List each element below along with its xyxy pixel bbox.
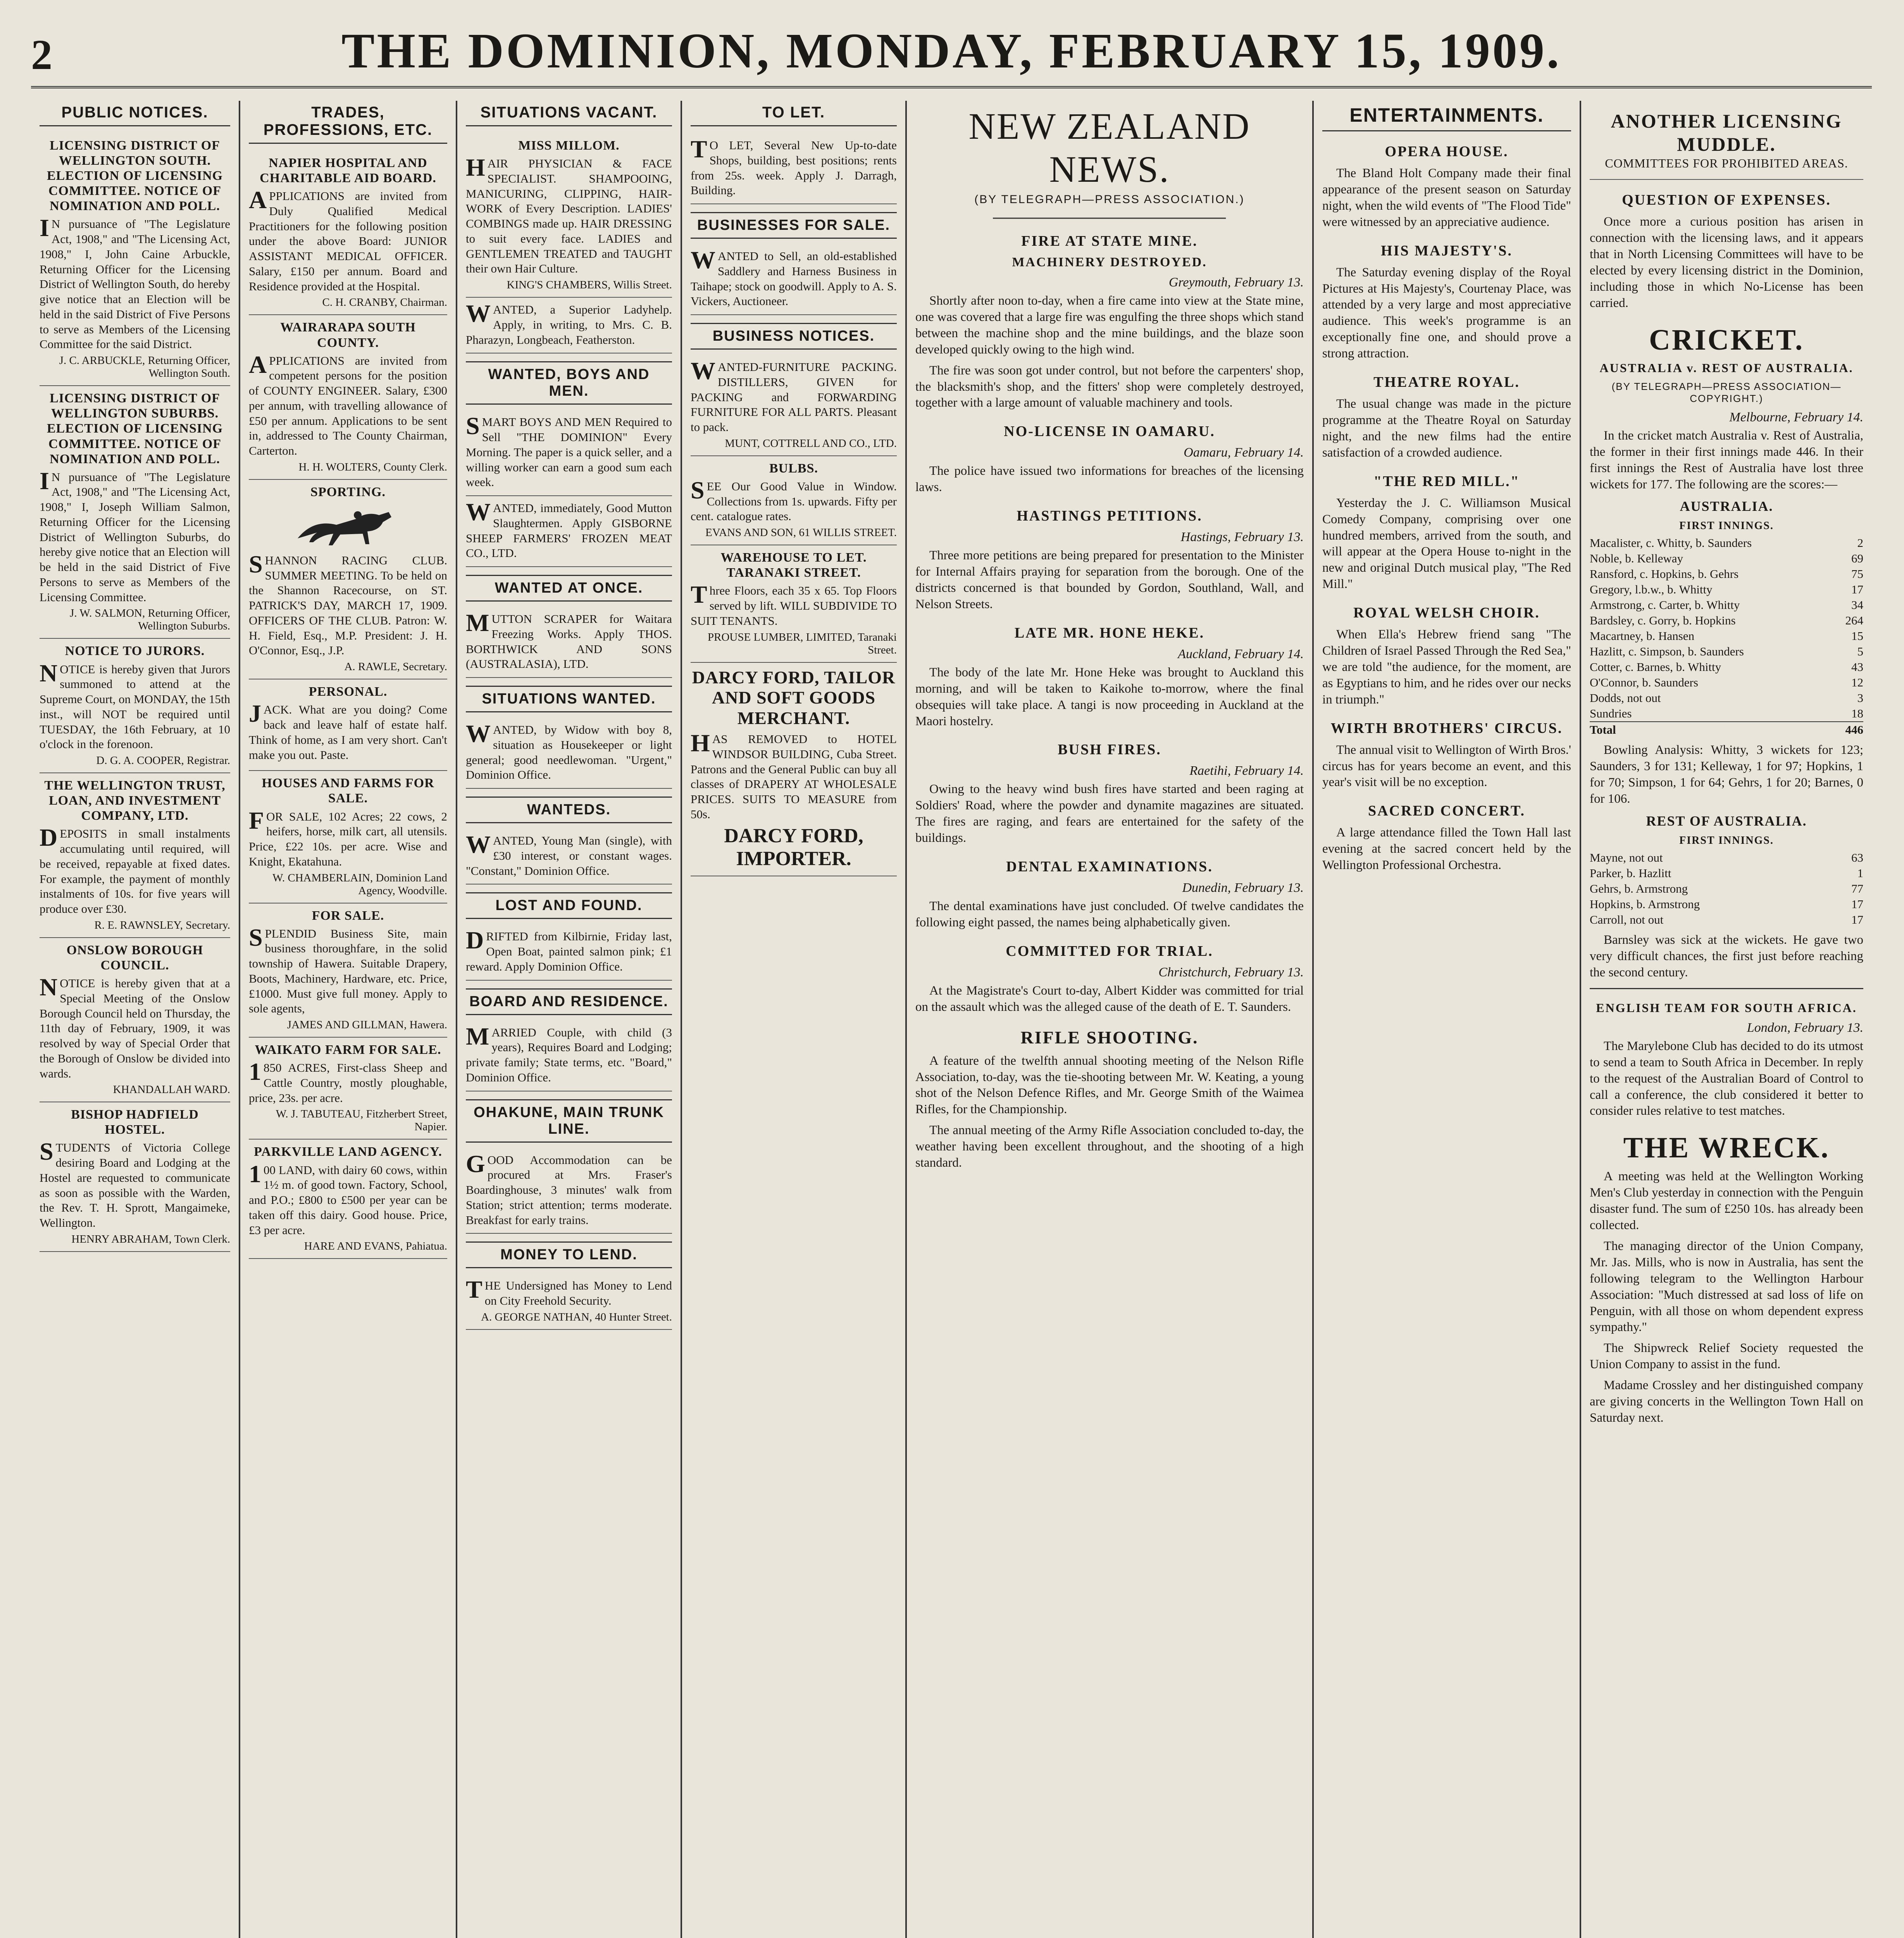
article-dateline: Oamaru, February 14. (1184, 445, 1304, 460)
ad-body: SEE Our Good Value in Window. Collections from 1s. upwards. Fifty per cent. catalogue rates. (691, 476, 897, 523)
batsman-name: Hazlitt, c. Simpson, b. Saunders (1590, 645, 1744, 659)
article-title: DENTAL EXAMINATIONS. (1006, 859, 1213, 875)
ad-body: WANTED, a Superior Ladyhelp. Apply, in writing, to Mrs. C. B. Pharazyn, Longbeach, Featherston. (466, 300, 672, 347)
batsman-name: Bardsley, c. Gorry, b. Hopkins (1590, 614, 1736, 628)
ad-headline: PERSONAL. (308, 685, 388, 699)
article-title: ROYAL WELSH CHOIR. (1353, 605, 1540, 621)
notice-body: NOTICE is hereby given that Jurors summoned to attend at the Supreme Court, on MONDAY, the 15th inst., will NOT be required until TUESDAY, the 16th February, at 10 o'clock in the forenoon. (40, 659, 230, 751)
wreck-paragraph: The Shipwreck Relief Society requested the Union Company to assist in the fund. (1590, 1341, 1863, 1372)
ad-headline: BULBS. (769, 461, 818, 476)
article-dateline: Greymouth, February 13. (1168, 275, 1304, 290)
classified-ad (466, 718, 672, 789)
innings-heading: FIRST INNINGS. (1679, 835, 1774, 847)
classified-ad (466, 607, 672, 678)
batsman-name: Gregory, l.b.w., b. Whitty (1590, 583, 1713, 597)
classified-ad (249, 315, 447, 479)
notice-signature: KHANDALLAH WARD. (113, 1083, 230, 1096)
ad-body: HAS REMOVED to HOTEL WINDSOR BUILDING, Cuba Street. Patrons and the General Public can buy all classes of DRAPERY AT WHOLESALE PRICES. SUITS TO MEASURE from 50s. (691, 729, 897, 821)
south-africa-heading: ENGLISH TEAM FOR SOUTH AFRICA. (1596, 1000, 1857, 1015)
article-paragraph: The annual visit to Wellington of Wirth Bros.' circus has for years become an event, and this year's visit will be no exception. (1322, 743, 1571, 790)
column-situations-vacant (457, 101, 682, 1938)
batsman-runs: 34 (1851, 598, 1863, 612)
notice-body: NOTICE is hereby given that at a Special Meeting of the Onslow Borough Council held on Thursday, the 11th day of February, 1909, it was resolved by way of Special Order that the Borough of Onslow be divided into wards. (40, 973, 230, 1080)
entertainment-article (1322, 802, 1571, 874)
notice-headline: BISHOP HADFIELD HOSTEL. (71, 1107, 199, 1137)
news-section-subheading: (BY TELEGRAPH—PRESS ASSOCIATION.) (974, 193, 1245, 206)
ad-body: WANTED to Sell, an old-established Saddlery and Harness Business in Taihape; stock on goodwill. Apply to A. S. Vickers, Auctioneer. (691, 246, 897, 308)
notice-headline: NOTICE TO JURORS. (65, 644, 205, 659)
cricket-match-title: AUSTRALIA v. REST OF AUSTRALIA. (1599, 360, 1854, 375)
notice-headline: LICENSING DISTRICT OF WELLINGTON SOUTH. ELECTION OF LICENSING COMMITTEE. NOTICE OF NOMINATION AND POLL. (47, 138, 223, 214)
ad-signature: W. CHAMBERLAIN, Dominion Land Agency, Woodville. (272, 871, 447, 897)
column-new-zealand-news (907, 101, 1314, 1938)
batsman-runs: 43 (1851, 660, 1863, 674)
total-runs: 446 (1832, 722, 1863, 738)
article-title: HIS MAJESTY'S. (1381, 242, 1513, 259)
ad-body: WANTED-FURNITURE PACKING. DISTILLERS, GIVEN for PACKING and FORWARDING FURNITURE FOR ALL PARTS. Pleasant to pack. (691, 357, 897, 434)
section-heading: BUSINESS NOTICES. (691, 323, 897, 350)
classified-ad (466, 924, 672, 980)
section-heading: BUSINESSES FOR SALE. (691, 212, 897, 239)
ad-signature: C. H. CRANBY, Chairman. (322, 296, 447, 309)
section-heading: LOST AND FOUND. (466, 892, 672, 919)
notice-signature: J. W. SALMON, Returning Officer, Wellington Suburbs. (70, 607, 230, 633)
notice-headline: LICENSING DISTRICT OF WELLINGTON SUBURBS. ELECTION OF LICENSING COMMITTEE. NOTICE OF NOMINATION AND POLL. (47, 391, 223, 466)
scorecard-row (1590, 897, 1863, 912)
scorecard-row (1590, 912, 1863, 928)
classified-ad (691, 133, 897, 204)
ad-body: MUTTON SCRAPER for Waitara Freezing Works. Apply THOS. BORTHWICK AND SONS (AUSTRALASIA), LTD. (466, 609, 672, 671)
ad-signature: A. RAWLE, Secretary. (344, 660, 447, 673)
ad-signature: EVANS AND SON, 61 WILLIS STREET. (705, 526, 897, 539)
wreck-paragraph: Madame Crossley and her distinguished company are giving concerts in the Wellington Town Hall on Saturday next. (1590, 1378, 1863, 1425)
ad-headline: NAPIER HOSPITAL AND CHARITABLE AID BOARD. (260, 156, 436, 186)
masthead (31, 15, 1872, 88)
section-heading: SITUATIONS WANTED. (466, 686, 672, 712)
classified-ad (249, 903, 447, 1038)
article-paragraph: Owing to the heavy wind bush fires have started and been raging at Soldiers' Road, where the powder and dynamite magazines are situated. The fires are raging, and fears are entertained for the safety of the buildings. (915, 782, 1304, 845)
batsman-name: Carroll, not out (1590, 913, 1664, 927)
scorecard-row (1590, 881, 1863, 897)
feature-headline: MUDDLE. (1677, 133, 1776, 155)
batsman-runs: 75 (1851, 567, 1863, 581)
scorecard-table (1590, 535, 1863, 738)
batsman-name: Hopkins, b. Armstrong (1590, 897, 1700, 911)
entertainment-article (1322, 473, 1571, 593)
scorecard-row (1590, 675, 1863, 690)
notice-body: STUDENTS of Victoria College desiring Board and Lodging at the Hostel are requested to communicate as soon as possible with the Warden, the Rev. T. H. Sprott, Mangaimeke, Wellington. (40, 1138, 230, 1230)
ad-headline: WAIRARAPA SOUTH COUNTY. (280, 320, 416, 350)
classified-ad (691, 355, 897, 456)
feature-headline: ANOTHER LICENSING (1611, 110, 1842, 132)
batsman-runs: 17 (1851, 913, 1863, 927)
article-paragraph: Three more petitions are being prepared for presentation to the Minister for Internal Affairs praying for separation from the borough. One of the districts concerned is that bounded by Gordon, Southland, Wall, and Nelson Streets. (915, 548, 1304, 611)
scorecard-row (1590, 597, 1863, 613)
scorecard-table (1590, 850, 1863, 928)
batsman-name: Sundries (1590, 707, 1632, 721)
article-paragraph: When Ella's Hebrew friend sang "The Children of Israel Passed Through the Red Sea," we are told "the audience, for the moment, are as Egyptians to him, and he rides over our necks in triumph." (1322, 628, 1571, 707)
column-news-sport (1581, 101, 1872, 1938)
classified-ad (249, 771, 447, 903)
article-title: FIRE AT STATE MINE. (1021, 233, 1198, 249)
ad-body: HAIR PHYSICIAN & FACE SPECIALIST. SHAMPOOING, MANICURING, CLIPPING, HAIR-WORK of Every Description. LADIES' COMBINGS made up. HAIR DRESSING to suit every face. LADIES and GENTLEMEN TREATED and TAUGHT their own Hair Culture. (466, 153, 672, 276)
article-title: HASTINGS PETITIONS. (1017, 508, 1203, 524)
scorecard-row (1590, 866, 1863, 881)
notice-ad (40, 773, 230, 938)
batsman-runs: 17 (1851, 897, 1863, 911)
batsman-name: Macartney, b. Hansen (1590, 629, 1694, 643)
batsman-runs: 63 (1851, 851, 1863, 865)
scorecard-row (1590, 659, 1863, 675)
classified-ad-darcy-ford (691, 663, 897, 876)
ad-body: TO LET, Several New Up-to-date Shops, building, best positions; rents from 25s. week. Apply J. Darragh, Building. (691, 135, 897, 197)
classified-ad (249, 679, 447, 771)
innings-heading: FIRST INNINGS. (1679, 520, 1774, 532)
ad-body: APPLICATIONS are invited from Duly Qualified Medical Practitioners for the following position under the above Board: JUNIOR ASSISTANT MEDICAL OFFICER. Salary, £150 per annum. Board and Residence provided at the Hospital. (249, 186, 447, 293)
batsman-runs: 1 (1857, 866, 1863, 880)
batsman-runs: 5 (1857, 645, 1863, 659)
section-divider (1590, 988, 1863, 989)
column-heading: TO LET. (691, 101, 897, 126)
article-title: RIFLE SHOOTING. (1020, 1027, 1199, 1047)
article-title: NO-LICENSE IN OAMARU. (1004, 423, 1215, 440)
feature-subheadline: COMMITTEES FOR PROHIBITED AREAS. (1605, 156, 1848, 170)
article-paragraph: A large attendance filled the Town Hall last evening at the sacred concert held by the Wellington Professional Orchestra. (1322, 826, 1571, 872)
ad-headline: HOUSES AND FARMS FOR SALE. (262, 776, 434, 806)
ad-signature: DARCY FORD, IMPORTER. (724, 824, 863, 870)
batsman-name: Gehrs, b. Armstrong (1590, 882, 1688, 896)
cricket-agency: (BY TELEGRAPH—PRESS ASSOCIATION—COPYRIGHT.) (1611, 380, 1842, 404)
ad-body: SPLENDID Business Site, main business thoroughfare, in the solid township of Hawera. Suitable Drapery, Boots, Machinery, Hardware, etc. Price, £1000. Must give full money. Apply to sole agents, (249, 923, 447, 1016)
column-heading: ENTERTAINMENTS. (1322, 101, 1571, 131)
classified-ad (466, 1148, 672, 1234)
ad-headline: PARKVILLE LAND AGENCY. (254, 1145, 442, 1159)
article-paragraph: The Saturday evening display of the Royal Pictures at His Majesty's, Courtenay Place, was attended by a very large and most appreciative audience. This week's programme is an exceptionally fine one, and should prove a strong attraction. (1322, 265, 1571, 361)
classified-ad (466, 1274, 672, 1330)
entertainment-article (1322, 374, 1571, 461)
scorecard-row (1590, 850, 1863, 866)
ad-headline: SPORTING. (310, 484, 386, 499)
wreck-heading: THE WRECK. (1623, 1131, 1830, 1164)
ad-headline: FOR SALE. (312, 908, 384, 923)
cricket-intro: In the cricket match Australia v. Rest of Australia, the former in their first innings made 446. In their first innings the Rest of Australia have lost three wickets for 177. The following are the scores:— (1590, 428, 1863, 491)
column-to-let (682, 101, 907, 1938)
article-title: OPERA HOUSE. (1385, 143, 1509, 160)
batsman-name: Armstrong, c. Carter, b. Whitty (1590, 598, 1740, 612)
classified-ad (691, 456, 897, 545)
ad-body: SMART BOYS AND MEN Required to Sell "THE DOMINION" Every Morning. The paper is a quick seller, and a willing worker can earn a good sum each week. (466, 412, 672, 489)
cricket-notes: Barnsley was sick at the wickets. He gave two very difficult chances, the first just before reaching the second century. (1590, 933, 1863, 979)
article-paragraph: A feature of the twelfth annual shooting meeting of the Nelson Rifle Association, to-day, was the tie-shooting between Mr. W. Keating, a young shot of the Nelson Defence Rifles, and Mr. George Smith of the Waimea Rifles, for the Championship. (915, 1053, 1304, 1117)
news-article (915, 507, 1304, 613)
ad-body: GOOD Accommodation can be procured at Mrs. Fraser's Boardinghouse, 3 minutes' walk from Station; strict attention; terms moderate. Breakfast for early trains. (466, 1150, 672, 1227)
licensing-feature-box (1590, 101, 1863, 180)
article-title: THEATRE ROYAL. (1373, 374, 1520, 391)
scorecard-row (1590, 582, 1863, 597)
scorecard-row (1590, 644, 1863, 659)
article-paragraph: The body of the late Mr. Hone Heke was brought to Auckland this morning, and will be taken to Kaikohe to-morrow, where the final obsequies will take place. A tangi is now proceeding in Auckland at the Maori hostelry. (915, 665, 1304, 728)
batsman-name: O'Connor, b. Saunders (1590, 676, 1698, 690)
batsman-runs: 15 (1851, 629, 1863, 643)
news-article (915, 624, 1304, 730)
article-title: WIRTH BROTHERS' CIRCUS. (1330, 720, 1563, 736)
column-heading: TRADES, PROFESSIONS, ETC. (249, 101, 447, 144)
notice-signature: D. G. A. COOPER, Registrar. (96, 754, 230, 767)
team-heading: AUSTRALIA. (1680, 498, 1773, 514)
ad-signature: MUNT, COTTRELL AND CO., LTD. (725, 437, 897, 450)
ad-signature: W. J. TABUTEAU, Fitzherbert Street, Napier. (276, 1108, 447, 1133)
classified-ad (466, 298, 672, 353)
ad-body: THE Undersigned has Money to Lend on City Freehold Security. (466, 1276, 672, 1308)
page-number: 2 (31, 31, 52, 78)
classified-ad (466, 829, 672, 885)
batsman-runs: 17 (1851, 583, 1863, 597)
article-title: SACRED CONCERT. (1368, 803, 1526, 819)
news-article (915, 943, 1304, 1016)
column-entertainments (1314, 101, 1581, 1938)
batsman-name: Cotter, c. Barnes, b. Whitty (1590, 660, 1721, 674)
classified-ad-warehouse (691, 545, 897, 662)
entertainment-article (1322, 720, 1571, 791)
licensing-subheading: QUESTION OF EXPENSES. (1622, 192, 1831, 209)
ad-body: WANTED, Young Man (single), with £30 interest, or constant wages. "Constant," Dominion Office. (466, 831, 672, 878)
article-paragraph: The police have issued two informations for breaches of the licensing laws. (915, 464, 1304, 495)
south-africa-dateline: London, February 13. (1747, 1020, 1863, 1035)
batsman-runs: 12 (1851, 676, 1863, 690)
batsman-runs: 3 (1857, 691, 1863, 705)
section-heading: WANTED, BOYS AND MEN. (466, 361, 672, 405)
batsman-runs: 69 (1851, 552, 1863, 566)
batsman-runs: 264 (1845, 614, 1863, 628)
notice-ad (40, 386, 230, 639)
batsman-runs: 2 (1857, 536, 1863, 550)
article-dateline: Christchurch, February 13. (1158, 965, 1304, 979)
article-paragraph: The Bland Holt Company made their final appearance of the present season on Saturday night, when the wild events of "The Flood Tide" were witnessed by an appreciative audience. (1322, 166, 1571, 229)
notice-headline: THE WELLINGTON TRUST, LOAN, AND INVESTMENT COMPANY, LTD. (44, 778, 226, 823)
ad-body: JACK. What are you doing? Come back and leave half of estate half. Think of home, as I am very short. Can't make you out. Paste. (249, 700, 447, 762)
notice-ad (40, 1102, 230, 1252)
news-article (915, 858, 1304, 931)
wreck-paragraph: The managing director of the Union Company, Mr. Jas. Mills, who is now in Australia, has sent the following telegram to the Wellington Harbour Association: "Much distressed at sad loss of life on Penguin, with all those on whom dependent express sympathy." (1590, 1239, 1863, 1335)
article-paragraph: The annual meeting of the Army Rifle Association concluded to-day, the weather having been excellent throughout, and the shooting of a high standard. (915, 1123, 1304, 1170)
ad-signature: KING'S CHAMBERS, Willis Street. (507, 279, 672, 291)
section-heading: OHAKUNE, MAIN TRUNK LINE. (466, 1099, 672, 1143)
classified-ad (249, 1038, 447, 1140)
ad-signature: JAMES AND GILLMAN, Hawera. (287, 1019, 447, 1031)
column-public-notices (31, 101, 240, 1938)
batsman-name: Ransford, c. Hopkins, b. Gehrs (1590, 567, 1739, 581)
ad-body: APPLICATIONS are invited from competent persons for the position of COUNTY ENGINEER. Salary, £300 per annum, with travelling allowance of £50 per annum. Applications to be sent in, addressed to The County Chairman, Carterton. (249, 350, 447, 458)
ad-body: SHANNON RACING CLUB. SUMMER MEETING. To be held on the Shannon Racecourse, on ST. PATRICK'S DAY, MARCH 17, 1909. OFFICERS OF THE CLUB. Patron: W. H. Field, Esq., M.P. President: J. H. O'Connor, Esq., J.P. (249, 550, 447, 657)
news-article (915, 741, 1304, 847)
bowling-analysis: Bowling Analysis: Whitty, 3 wickets for 123; Saunders, 3 for 131; Kelleway, 1 for 97; Hopkins, 1 for 70; Simpson, 1 for 64; Gehrs, 1 for 20; Barnes, 0 for 106. (1590, 743, 1863, 806)
classified-ad (691, 244, 897, 315)
column-heading: PUBLIC NOTICES. (40, 101, 230, 126)
ad-body: 1850 ACRES, First-class Sheep and Cattle Country, mostly ploughable, price, 23s. per acre. (249, 1058, 447, 1105)
article-subtitle: MACHINERY DESTROYED. (1012, 255, 1207, 269)
news-article (915, 423, 1304, 496)
batsman-name: Dodds, not out (1590, 691, 1661, 705)
ad-headline: DARCY FORD, TAILOR AND SOFT GOODS MERCHANT. (692, 667, 896, 728)
wreck-paragraph: A meeting was held at the Wellington Working Men's Club yesterday in connection with the Penguin disaster fund. The sum of £250 10s. has already been collected. (1590, 1169, 1863, 1233)
scorecard-row (1590, 690, 1863, 706)
scorecard-row (1590, 628, 1863, 644)
classified-ad (466, 496, 672, 567)
article-title: BUSH FIRES. (1058, 741, 1161, 758)
ad-body: FOR SALE, 102 Acres; 22 cows, 2 heifers, horse, milk cart, all utensils. Price, £22 10s. per acre. Wise and Knight, Ekatahuna. (249, 806, 447, 868)
article-title: "THE RED MILL." (1373, 473, 1520, 490)
scorecard-row (1590, 613, 1863, 628)
classified-ad (466, 1021, 672, 1091)
scorecard-row (1590, 706, 1863, 722)
ad-body: Three Floors, each 35 x 65. Top Floors served by lift. WILL SUBDIVIDE TO SUIT TENANTS. (691, 581, 897, 628)
article-title: COMMITTED FOR TRIAL. (1006, 943, 1213, 959)
ad-body: DRIFTED from Kilbirnie, Friday last, Open Boat, painted salmon pink; £1 reward. Apply Dominion Office. (466, 926, 672, 973)
notice-signature: J. C. ARBUCKLE, Returning Officer, Wellington South. (59, 354, 230, 380)
licensing-paragraph: Once more a curious position has arisen in connection with the licensing laws, and it appears that in North Licensing Committees will have to be elected by every licensing district in the Dominion, including those in which No-License has been carried. (1590, 215, 1863, 310)
article-title: LATE MR. HONE HEKE. (1014, 624, 1205, 641)
ad-signature: A. GEORGE NATHAN, 40 Hunter Street. (481, 1310, 672, 1323)
notice-ad (40, 133, 230, 386)
article-dateline: Dunedin, February 13. (1182, 881, 1304, 895)
scorecard-row (1590, 566, 1863, 582)
ad-body: 100 LAND, with dairy 60 cows, within 1½ m. of good town. Factory, School, and P.O.; £800 to £500 per year can be taken off this dairy. Good house. Price, £3 per acre. (249, 1160, 447, 1237)
total-label: Total (1590, 722, 1832, 738)
notice-ad (40, 938, 230, 1102)
notice-body: DEPOSITS in small instalments accumulating until required, will be received, repayable at fixed dates. For example, the payment of monthly instalments of 10s. for five years will produce over £30. (40, 824, 230, 916)
notice-signature: R. E. RAWNSLEY, Secretary. (94, 919, 230, 931)
batsman-name: Mayne, not out (1590, 851, 1663, 865)
news-article (915, 233, 1304, 411)
ad-headline: WAIKATO FARM FOR SALE. (255, 1043, 441, 1057)
article-paragraph: The usual change was made in the picture programme at the Theatre Royal on Saturday night, and the new films had the entire satisfaction of a crowded audience. (1322, 397, 1571, 460)
classified-ad (249, 151, 447, 315)
entertainment-article (1322, 242, 1571, 362)
article-paragraph: At the Magistrate's Court to-day, Albert Kidder was committed for trial on the assault which was the alleged cause of the death of E. T. Saunders. (915, 983, 1304, 1014)
batsman-name: Macalister, c. Whitty, b. Saunders (1590, 536, 1752, 550)
notice-body: IN pursuance of "The Legislature Act, 1908," and "The Licensing Act, 1908," I, Joseph William Salmon, Returning Officer for the Licensing District of Wellington Suburbs, do hereby give notice that an Election will be held in the said District of Five Persons to serve as Members of the Licensing Committee. (40, 467, 230, 604)
section-heading: WANTED AT ONCE. (466, 575, 672, 602)
notice-body: IN pursuance of "The Legislature Act, 1908," and "The Licensing Act, 1908," I, John Caine Arbuckle, Returning Officer for the Licensing District of Wellington South, do hereby give notice that an Election will be held in the said District of Five Persons to serve as Members of the Licensing Committee for the said District. (40, 214, 230, 351)
batsman-name: Parker, b. Hazlitt (1590, 866, 1671, 880)
ad-body: WANTED, by Widow with boy 8, situation as Housekeeper or light general; good needlewoman. "Urgent," Dominion Office. (466, 720, 672, 782)
ad-signature: HARE AND EVANS, Pahiatua. (304, 1240, 447, 1253)
batsman-name: Noble, b. Kelleway (1590, 552, 1683, 566)
notice-signature: HENRY ABRAHAM, Town Clerk. (71, 1233, 230, 1245)
notice-ad (40, 639, 230, 773)
cricket-heading: CRICKET. (1649, 323, 1804, 356)
section-heading: MONEY TO LEND. (466, 1241, 672, 1268)
entertainment-article (1322, 604, 1571, 708)
scorecard-row (1590, 551, 1863, 566)
ornament-rule-icon (993, 216, 1226, 221)
classified-ad (466, 133, 672, 298)
section-heading: BOARD AND RESIDENCE. (466, 988, 672, 1015)
article-paragraph: The dental examinations have just concluded. Of twelve candidates the following eight passed, the names being alphabetically given. (915, 899, 1304, 929)
news-article (915, 1027, 1304, 1171)
ad-signature: H. H. WOLTERS, County Clerk. (298, 460, 447, 473)
ad-headline: MISS MILLOM. (518, 138, 620, 153)
team-heading: REST OF AUSTRALIA. (1646, 813, 1807, 829)
notice-headline: ONSLOW BOROUGH COUNCIL. (66, 943, 203, 972)
cricket-dateline: Melbourne, February 14. (1729, 410, 1863, 424)
entertainment-article (1322, 143, 1571, 231)
south-africa-paragraph: The Marylebone Club has decided to do its utmost to send a team to South Africa in December. In reply to the request of the Australian Board of Control to call a conference, the club considered it better to consider rules relative to test matches. (1590, 1039, 1863, 1118)
article-paragraph: Yesterday the J. C. Williamson Musical Comedy Company, comprising over one hundred members, arrived from the south, and will appear at the Opera House to-night in the new and original Dutch musical play, "The Red Mill." (1322, 496, 1571, 591)
article-dateline: Raetihi, February 14. (1189, 764, 1304, 778)
ad-signature: PROUSE LUMBER, LIMITED, Taranaki Street. (708, 631, 897, 656)
ad-body: WANTED, immediately, Good Mutton Slaughtermen. Apply GISBORNE SHEEP FARMERS' FROZEN MEAT CO., LTD. (466, 498, 672, 560)
batsman-runs: 77 (1851, 882, 1863, 896)
article-dateline: Hastings, February 13. (1180, 530, 1304, 545)
article-paragraph: Shortly after noon to-day, when a fire came into view at the State mine, one was covered that a large fire was engulfing the three shops which stand between the machine shop and the mine buildings, and the blaze soon developed quickly owing to the high wind. (915, 294, 1304, 357)
scorecard-total-row (1590, 722, 1863, 738)
column-heading: SITUATIONS VACANT. (466, 101, 672, 126)
scorecard-row (1590, 535, 1863, 551)
column-trades-professions (240, 101, 457, 1938)
batsman-runs: 18 (1851, 707, 1863, 721)
classified-ad (466, 410, 672, 496)
section-heading: WANTEDS. (466, 797, 672, 823)
racehorse-icon (290, 503, 406, 550)
classified-ad (249, 1140, 447, 1259)
classified-ad-sporting (249, 480, 447, 679)
ad-body: MARRIED Couple, with child (3 years), Requires Board and Lodging; private family; State terms, etc. "Board," Dominion Office. (466, 1022, 672, 1084)
article-dateline: Auckland, February 14. (1178, 647, 1304, 661)
news-section-heading: NEW ZEALAND NEWS. (968, 105, 1251, 190)
newspaper-title-date: THE DOMINION, MONDAY, FEBRUARY 15, 1909. (341, 23, 1561, 78)
article-paragraph: The fire was soon got under control, but not before the carpenters' shop, the blacksmith's shop, and the fitters' shop were completely destroyed, together with a large amount of valuable machinery and tools. (915, 363, 1304, 410)
ad-headline: WAREHOUSE TO LET. TARANAKI STREET. (720, 550, 867, 580)
